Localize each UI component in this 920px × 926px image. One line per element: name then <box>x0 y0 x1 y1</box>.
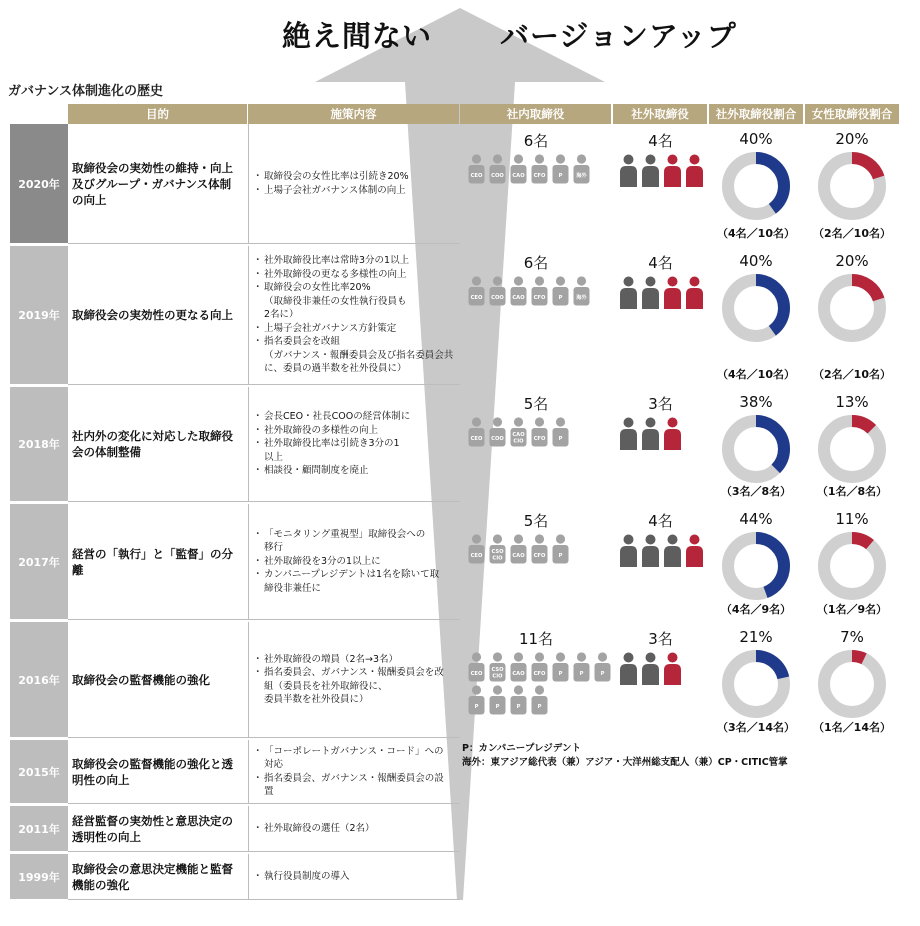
male-director-icon <box>619 276 638 309</box>
internal-icons <box>468 534 618 564</box>
female-director-percent: 20% <box>835 130 869 148</box>
year-label: 2016年 <box>10 622 68 737</box>
outside-director-percent: 40% <box>739 252 773 270</box>
female-director-ratio: （2名／10名） <box>813 368 891 381</box>
male-director-icon <box>619 417 638 450</box>
external-count: 4名 <box>648 254 673 272</box>
svg-text:CSO: CSO <box>491 549 504 555</box>
measure-item: ・ 社外取締役の増員（2名→3名） <box>255 653 444 667</box>
year-label: 2015年 <box>10 740 68 803</box>
svg-text:CAO: CAO <box>512 432 525 438</box>
outside-director-ratio: （3名／14名） <box>717 721 795 734</box>
position-badge-icon <box>510 652 527 682</box>
position-badge-icon <box>468 276 485 306</box>
measures-list <box>255 410 410 478</box>
female-ratio-donut <box>817 151 887 221</box>
svg-text:CFO: CFO <box>533 553 546 559</box>
measure-item: ・ 取締役会の女性比率20% <box>255 281 453 295</box>
position-badge-icon <box>468 534 485 564</box>
measure-item: ・ 会長CEO・社長COOの経営体制に <box>255 410 410 424</box>
svg-text:P: P <box>558 671 563 677</box>
female-ratio-donut <box>817 414 887 484</box>
female-director-ratio: （2名／10名） <box>813 227 891 240</box>
male-director-icon <box>641 534 660 567</box>
measure-item: に、委員の過半数を社外役員に） <box>264 363 407 375</box>
external-icons <box>619 417 682 450</box>
female-director-icon <box>663 652 682 685</box>
male-director-icon <box>641 417 660 450</box>
column-header: 目的 <box>68 104 247 124</box>
outside-director-percent: 21% <box>739 628 773 646</box>
position-badge-icon <box>594 652 611 682</box>
svg-text:海外: 海外 <box>576 295 587 301</box>
position-badge-icon <box>531 417 548 447</box>
measure-item: ・ 指名委員会、ガバナンス・報酬委員会を改 <box>255 666 444 680</box>
external-count: 3名 <box>648 630 673 648</box>
column-header: 社外取締役割合 <box>709 104 803 124</box>
measure-item: 以上 <box>264 451 284 463</box>
male-director-icon <box>619 652 638 685</box>
outside-director-percent: 44% <box>739 510 773 528</box>
outside-ratio-donut <box>721 531 791 601</box>
measure-item: ・ 上場子会社ガバナンス方針策定 <box>255 322 453 336</box>
position-badge-icon <box>552 652 569 682</box>
svg-text:CAO: CAO <box>512 295 525 301</box>
position-badge-icon <box>510 534 527 564</box>
measures-list <box>255 653 444 707</box>
svg-text:CIO: CIO <box>492 673 503 680</box>
male-director-icon <box>641 652 660 685</box>
year-label: 2019年 <box>10 246 68 384</box>
external-icons <box>619 534 704 567</box>
purpose-text: 社内外の変化に対応した取締役会の体制整備 <box>68 387 248 502</box>
position-badge-icon <box>552 276 569 306</box>
female-director-icon <box>685 154 704 187</box>
measure-item: ・ 社外取締役を3分の1以上に <box>255 555 439 569</box>
female-director-ratio: （1名／9名） <box>816 603 888 616</box>
position-badge-icon <box>489 534 506 564</box>
internal-count: 5名 <box>523 512 549 530</box>
measure-item: ・ 上場子会社ガバナンス体制の向上 <box>255 184 409 198</box>
female-director-percent: 13% <box>835 393 869 411</box>
measures-cell <box>248 124 460 244</box>
svg-text:CFO: CFO <box>533 295 546 301</box>
measures-cell <box>248 854 460 900</box>
year-label: 1999年 <box>10 854 68 899</box>
position-badge-icon <box>552 534 569 564</box>
outside-director-ratio: （3名／8名） <box>720 485 792 498</box>
outside-ratio-donut <box>721 649 791 719</box>
measures-cell <box>248 740 460 804</box>
measure-item: ・ 社外取締役の多様性の向上 <box>255 424 410 438</box>
measure-item: ・ 社外取締役比率は引続き3分の1 <box>255 437 410 451</box>
male-director-icon <box>619 534 638 567</box>
svg-text:海外: 海外 <box>576 173 587 179</box>
outside-ratio-donut <box>721 273 791 343</box>
measure-item: ・ 執行役員制度の導入 <box>255 870 350 884</box>
female-director-ratio: （1名／14名） <box>813 721 891 734</box>
outside-donut-wrap <box>721 151 791 225</box>
column-header: 女性取締役割合 <box>805 104 899 124</box>
svg-text:CFO: CFO <box>533 671 546 677</box>
position-badge-icon <box>489 276 506 306</box>
measure-item: 締役非兼任に <box>264 582 322 594</box>
female-director-icon <box>685 276 704 309</box>
purpose-text: 取締役会の実効性の維持・向上及びグループ・ガバナンス体制の向上 <box>68 124 248 244</box>
purpose-text: 取締役会の実効性の更なる向上 <box>68 246 248 385</box>
female-donut-wrap <box>817 414 887 488</box>
female-donut-wrap <box>817 151 887 225</box>
external-count: 3名 <box>648 395 673 413</box>
purpose-text: 取締役会の監督機能の強化 <box>68 622 248 738</box>
section-title: ガバナンス体制進化の歴史 <box>8 84 163 99</box>
measure-item: 組（委員長を社外取締役に、 <box>264 680 388 692</box>
outside-director-ratio: （4名／10名） <box>717 227 795 240</box>
outside-director-ratio: （4名／9名） <box>720 603 792 616</box>
outside-director-ratio: （4名／10名） <box>717 368 795 381</box>
position-badge-icon <box>468 652 485 682</box>
legend-line-2: 海外：東アジア総代表（兼）アジア・大洋州総支配人（兼）CP・CITIC管掌 <box>462 757 788 768</box>
measure-item: ・ 指名委員会、ガバナンス・報酬委員会の設 <box>255 772 444 786</box>
female-director-percent: 11% <box>835 510 869 528</box>
position-badge-icon <box>468 685 485 715</box>
measures-cell <box>248 806 460 852</box>
measure-item: 委員半数を社外役員に） <box>264 694 369 705</box>
svg-text:CEO: CEO <box>470 295 483 301</box>
svg-text:P: P <box>558 553 563 559</box>
svg-text:CEO: CEO <box>470 553 483 559</box>
external-count: 4名 <box>648 512 673 530</box>
measures-list <box>255 870 350 884</box>
purpose-text: 経営の「執行」と「監督」の分離 <box>68 504 248 620</box>
internal-icons <box>468 276 618 306</box>
measures-list <box>255 254 453 376</box>
position-badge-icon <box>489 417 506 447</box>
measure-item: ・ 社外取締役の更なる多様性の向上 <box>255 268 453 282</box>
measure-item: ・ 社外取締役比率は常時3分の1以上 <box>255 254 453 268</box>
year-label: 2017年 <box>10 504 68 619</box>
female-donut-wrap <box>817 649 887 723</box>
female-ratio-donut <box>817 649 887 719</box>
female-director-icon <box>663 154 682 187</box>
position-badge-icon <box>510 417 527 447</box>
measures-cell <box>248 504 460 620</box>
external-icons <box>619 652 682 685</box>
external-icons <box>619 276 704 309</box>
svg-text:COO: COO <box>491 295 504 301</box>
legend-line-1: P：カンパニープレジデント <box>462 743 582 754</box>
purpose-text: 取締役会の監督機能の強化と透明性の向上 <box>68 740 248 804</box>
measure-item: ・ 「モニタリング重視型」取締役会への <box>255 528 439 542</box>
measure-item: ・ 指名委員会を改組 <box>255 335 453 349</box>
measure-item: （ガバナンス・報酬委員会及び指名委員会共 <box>264 349 454 361</box>
svg-text:CFO: CFO <box>533 436 546 442</box>
column-header: 施策内容 <box>248 104 459 124</box>
male-director-icon <box>663 534 682 567</box>
measures-list <box>255 528 439 596</box>
purpose-text: 取締役会の意思決定機能と監督機能の強化 <box>68 854 248 900</box>
internal-icons <box>468 154 618 184</box>
outside-ratio-donut <box>721 414 791 484</box>
internal-count: 5名 <box>523 395 549 413</box>
position-badge-icon <box>489 685 506 715</box>
svg-text:COO: COO <box>491 173 504 179</box>
svg-text:CAO: CAO <box>512 553 525 559</box>
svg-text:P: P <box>495 704 500 710</box>
measures-cell <box>248 387 460 502</box>
female-donut-wrap <box>817 273 887 347</box>
measure-item: ・ 社外取締役の選任（2名） <box>255 822 375 836</box>
position-badge-icon <box>573 652 590 682</box>
position-badge-icon <box>510 276 527 306</box>
internal-icons <box>468 417 618 447</box>
measure-item: ・ カンパニープレジデントは1名を除いて取 <box>255 568 439 582</box>
year-label: 2020年 <box>10 124 68 243</box>
svg-text:P: P <box>558 173 563 179</box>
svg-text:P: P <box>558 295 563 301</box>
position-badge-icon <box>552 417 569 447</box>
male-director-icon <box>641 154 660 187</box>
internal-count: 6名 <box>523 254 549 272</box>
svg-text:CFO: CFO <box>533 173 546 179</box>
svg-text:P: P <box>474 704 479 710</box>
headline-right: バージョンアップ <box>500 19 737 53</box>
svg-text:P: P <box>600 671 605 677</box>
position-badge-icon <box>531 652 548 682</box>
outside-director-percent: 38% <box>739 393 773 411</box>
measure-item: ・ 「コーポレートガバナンス・コード」への <box>255 745 444 759</box>
internal-icons <box>468 652 618 715</box>
position-badge-icon <box>489 652 506 682</box>
measures-list <box>255 170 409 197</box>
svg-text:P: P <box>558 436 563 442</box>
measure-item: （取締役非兼任の女性執行役員も <box>264 295 407 307</box>
male-director-icon <box>619 154 638 187</box>
female-director-percent: 7% <box>840 628 864 646</box>
svg-text:COO: COO <box>491 436 504 442</box>
internal-count: 6名 <box>523 132 549 150</box>
headline-left: 絶え間ない <box>282 19 433 53</box>
internal-count: 11名 <box>518 630 554 648</box>
measures-list <box>255 822 375 836</box>
outside-director-percent: 40% <box>739 130 773 148</box>
female-director-icon <box>663 276 682 309</box>
position-badge-icon <box>531 534 548 564</box>
female-director-icon <box>685 534 704 567</box>
svg-text:CAO: CAO <box>512 173 525 179</box>
position-badge-icon <box>531 276 548 306</box>
female-director-percent: 20% <box>835 252 869 270</box>
outside-ratio-donut <box>721 151 791 221</box>
headline <box>0 14 920 54</box>
measures-cell <box>248 622 460 738</box>
position-badge-icon <box>573 154 590 184</box>
measure-item: 対応 <box>264 759 284 770</box>
measure-item: ・ 相談役・顧問制度を廃止 <box>255 464 410 478</box>
svg-text:CEO: CEO <box>470 436 483 442</box>
female-director-icon <box>663 417 682 450</box>
female-ratio-donut <box>817 531 887 601</box>
measures-cell <box>248 246 460 385</box>
outside-donut-wrap <box>721 531 791 605</box>
svg-text:CIO: CIO <box>513 438 524 445</box>
column-header: 社内取締役 <box>460 104 611 124</box>
measures-list <box>255 745 444 799</box>
svg-text:CEO: CEO <box>470 173 483 179</box>
position-badge-icon <box>489 154 506 184</box>
svg-text:CIO: CIO <box>492 555 503 562</box>
male-director-icon <box>641 276 660 309</box>
position-badge-icon <box>510 685 527 715</box>
legend <box>462 742 788 770</box>
purpose-text: 経営監督の実効性と意思決定の透明性の向上 <box>68 806 248 852</box>
position-badge-icon <box>531 685 548 715</box>
svg-text:P: P <box>537 704 542 710</box>
external-icons <box>619 154 704 187</box>
outside-donut-wrap <box>721 273 791 347</box>
measure-item: 置 <box>264 786 274 797</box>
svg-text:CSO: CSO <box>491 667 504 673</box>
position-badge-icon <box>468 154 485 184</box>
svg-text:CAO: CAO <box>512 671 525 677</box>
outside-donut-wrap <box>721 414 791 488</box>
measure-item: ・ 取締役会の女性比率は引続き20% <box>255 170 409 184</box>
female-donut-wrap <box>817 531 887 605</box>
svg-text:P: P <box>516 704 521 710</box>
svg-text:P: P <box>579 671 584 677</box>
position-badge-icon <box>531 154 548 184</box>
position-badge-icon <box>468 417 485 447</box>
female-director-ratio: （1名／8名） <box>816 485 888 498</box>
position-badge-icon <box>510 154 527 184</box>
svg-text:CEO: CEO <box>470 671 483 677</box>
external-count: 4名 <box>648 132 673 150</box>
year-label: 2011年 <box>10 806 68 851</box>
year-label: 2018年 <box>10 387 68 501</box>
outside-donut-wrap <box>721 649 791 723</box>
position-badge-icon <box>573 276 590 306</box>
measure-item: 移行 <box>264 542 284 554</box>
position-badge-icon <box>552 154 569 184</box>
measure-item: 2名に） <box>264 309 299 321</box>
column-header: 社外取締役 <box>613 104 707 124</box>
female-ratio-donut <box>817 273 887 343</box>
